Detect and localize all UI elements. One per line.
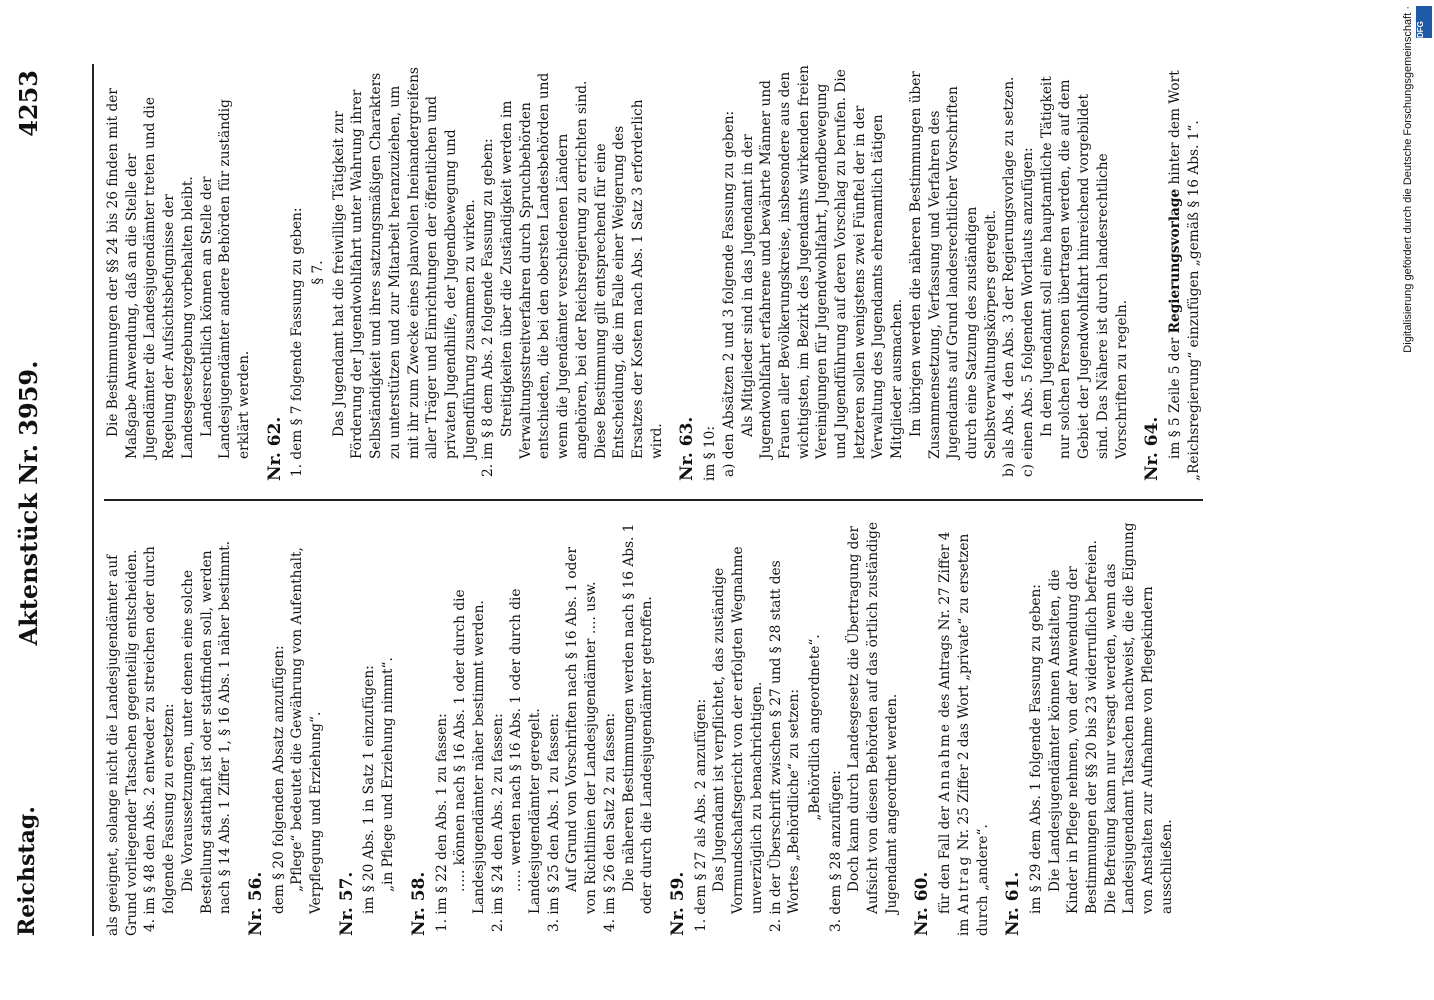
quoted-provision: Streitigkeiten über die Zuständigkeit werden im Verwaltungsstreitverfahren durch Spruchbehörden entschieden, die bei den obersten Landesbehörden und wenn die Jugendämter verschiedenen Ländern angehören, bei der Reichsregierung zu errichten sind. Diese Bestimmung gilt entsprechend für eine Entscheidung, die im Falle einer Weigerung des Ersatzes der Kosten nach Abs. 1 Satz 3 erforderlich wird. <box>499 72 665 459</box>
list-item: 3. dem § 28 anzufügen: <box>827 770 844 932</box>
paragraph-number: § 7. <box>310 260 327 285</box>
list-item: 4. im § 26 den Satz 2 zu fassen: <box>601 713 618 932</box>
section-heading: Nr. 63. <box>677 416 698 481</box>
list-item: 1. im § 22 den Abs. 1 zu fassen: <box>433 713 450 932</box>
header-title: Aktenstück Nr. 3959. <box>14 360 43 646</box>
list-item: 3. im § 25 den Abs. 1 zu fassen: <box>545 713 562 932</box>
section-heading: Nr. 58. <box>408 871 429 936</box>
quoted-provision: Die Voraussetzungen, unter denen eine solche Bestellung statthaft ist oder stattfinden soll, werden nach § 14 Abs. 1 Ziffer 1, § 16 Abs. 1 näher bestimmt. <box>179 541 234 914</box>
section-heading: Nr. 61. <box>1003 871 1024 936</box>
dfg-logo-text: DFG <box>1416 21 1425 38</box>
spaced-word: Annahme <box>937 722 954 802</box>
list-item: 2. in der Überschrift zwischen § 27 und § 28 statt des Wortes „Behördliche“ zu setzen: <box>767 560 803 932</box>
text-run: für den Fall der <box>937 805 954 914</box>
text-run: hinter dem Wort „Reichsregierung“ einzufügen „gemäß § 16 Abs. 1“. <box>1166 70 1202 481</box>
quoted-provision: Im übrigen werden die näheren Bestimmungen über Zusammensetzung, Verfassung und Verfahren des Jugendamts auf Grund landesrechtlicher Vorschriften durch eine Satzung des zuständigen Selbstverwaltungskörpers geregelt. <box>907 71 999 459</box>
quoted-provision: Auf Grund von Vorschriften nach § 16 Abs. 1 oder von Richtlinien der Landesjugendämter …. usw. <box>564 547 600 914</box>
quoted-provision: ….. können nach § 16 Abs. 1 oder durch die Landesjugendämter näher bestimmt werden. <box>452 589 487 914</box>
quoted-provision: Das Jugendamt ist verpflichtet, das zuständige Vormundschaftsgericht von der erfolgten Wegnahme unverzüglich zu benachrichtigen. <box>711 546 765 914</box>
section-heading: Nr. 64. <box>1142 416 1163 481</box>
quoted-provision: Die näheren Bestimmungen werden nach § 16 Abs. 1 oder durch die Landesjugendämter getroffen. <box>620 523 656 914</box>
quoted-provision: Als Mitglieder sind in das Jugendamt in der Jugendwohlfahrt erfahrene und bewährte Männer und Frauen aller Bevölkerungskreise, insbesondere aus den wichtigsten, im Bezirk des Jugendamts wirkenden freien Vereinigungen für Jugendwohlfahrt, Jugendbewegung und Jugendführung auf deren Vorschlag zu berufen. Die letzteren sollen wenigstens zwei Fünftel der in der Verwaltung des Jugendamts ehrenamtlich tätigen Mitglieder ausmachen. <box>739 65 906 459</box>
digitization-credit <box>1393 0 1423 1000</box>
dfg-logo <box>1416 6 1432 38</box>
section-heading: Nr. 59. <box>667 871 688 936</box>
quoted-provision: „Pflege“ bedeutet die Gewährung von Aufenthalt, Verpflegung und Erziehung“. <box>289 547 325 914</box>
quoted-provision: Landesrechtlich können an Stelle der Landesjugendämter andere Behörden für zuständig erklärt werden. <box>198 99 252 459</box>
list-item: 1. dem § 7 folgende Fassung zu geben: <box>289 207 306 477</box>
page-number: 4253 <box>14 70 43 137</box>
text-columns <box>104 64 1203 936</box>
paragraph <box>1166 64 1203 481</box>
header-rule <box>92 64 94 936</box>
text-run: im § 5 Zeile 5 der <box>1166 337 1183 459</box>
list-item: 2. im § 8 dem Abs. 2 folgende Fassung zu geben: <box>480 138 497 477</box>
list-item: 4. im § 48 den Abs. 2 entweder zu streichen oder durch folgende Fassung zu ersetzen: <box>142 546 178 932</box>
list-item: a) den Absätzen 2 und 3 folgende Fassung zu geben: <box>720 110 737 477</box>
paragraph: dem § 20 folgenden Absatz anzufügen: <box>270 645 287 914</box>
quoted-provision: Doch kann durch Landesgesetz die Übertragung der Aufsicht von diesen Behörden auf das örtlich zuständige Jugendamt angeordnet werden. <box>846 521 900 914</box>
list-item: 1. dem § 27 als Abs. 2 anzufügen: <box>692 698 709 932</box>
list-item: 2. im § 24 den Abs. 2 zu fassen: <box>489 713 506 932</box>
section-heading: Nr. 60. <box>912 871 933 936</box>
paragraph: im § 10: <box>702 426 719 481</box>
section-heading: Nr. 62. <box>264 416 285 481</box>
list-item: c) einen Abs. 5 folgenden Wortlauts anzufügen: <box>1020 147 1037 477</box>
spaced-word: Antrag <box>955 854 972 915</box>
right-column <box>104 64 1203 501</box>
quoted-provision: Das Jugendamt hat die freiwillige Tätigkeit zur Förderung der Jugendwohlfahrt unter Wahrung ihrer Selbständigkeit und ihres satzungsmäßigen Charakters zu unterstützen und zur Mitarbeit heranzuziehen, um mit ihr zum Zwecke eines planvollen Ineinandergreifens aller Träger und Einrichtungen der öffentlichen und privaten Jugendhilfe, der Jugendbewegung und Jugendführung zusammen zu wirken. <box>330 67 478 459</box>
text-run: des Antrags Nr. 27 Ziffer 4 im <box>937 531 972 936</box>
left-column <box>104 501 1203 936</box>
quoted-provision: „Behördlich angeordnete“. <box>806 634 823 821</box>
quoted-provision: Die Bestimmungen der §§ 24 bis 26 finden mit der Maßgabe Anwendung, daß an die Stelle der Jugendämter die Landesjugendämter treten und die Regelung der Aufsichtsbefugnisse der Landesgesetzgebung vorbehalten bleibt. <box>105 88 196 459</box>
list-item: b) als Abs. 4 den Abs. 3 der Regierungsvorlage zu setzen. <box>1001 76 1018 477</box>
quoted-provision: ….. werden nach § 16 Abs. 1 oder durch die Landesjugendämter geregelt. <box>508 588 544 914</box>
quoted-provision: Die Landesjugendämter können Anstalten, die Kinder in Pflege nehmen, von der Anwendung der Bestimmungen der §§ 20 bis 23 widerruflich befreien. Die Befreiung kann nur versagt werden, wenn das Landesjugendamt Tatsachen nachweist, die die Eignung von Anstalten zur Aufnahme von Pflegekindern ausschließen. <box>1046 522 1175 914</box>
paragraph: als geeignet, solange nicht die Landesjugendämter auf Grund vorliegender Tatsachen gegenteilig entscheiden. <box>105 549 140 936</box>
paragraph: im § 29 dem Abs. 1 folgende Fassung zu geben: <box>1027 584 1044 914</box>
quoted-provision: „in Pflege und Erziehung nimmt“. <box>380 657 397 892</box>
paragraph: im § 20 Abs. 1 in Satz 1 einzufügen: <box>361 665 378 914</box>
text-run: Nr. 25 Ziffer 2 das Wort „private“ zu ersetzen durch „andere“. <box>955 533 991 936</box>
credit-text: Digitalisierung gefördert durch die Deutsche Forschungsgemeinschaft · <box>1402 6 1414 353</box>
bold-word: Regierungsvorlage <box>1166 188 1183 334</box>
quoted-provision: In dem Jugendamt soll eine hauptamtliche Tätigkeit nur solchen Personen übertragen werden, die auf dem Gebiet der Jugendwohlfahrt hinreichend vorgebildet sind. Das Nähere ist durch landesrechtliche Vorschriften zu regeln. <box>1038 76 1130 459</box>
section-heading: Nr. 57. <box>336 871 357 936</box>
header-left: Reichstag. <box>14 806 40 936</box>
section-heading: Nr. 56. <box>245 871 266 936</box>
paragraph <box>936 519 992 936</box>
